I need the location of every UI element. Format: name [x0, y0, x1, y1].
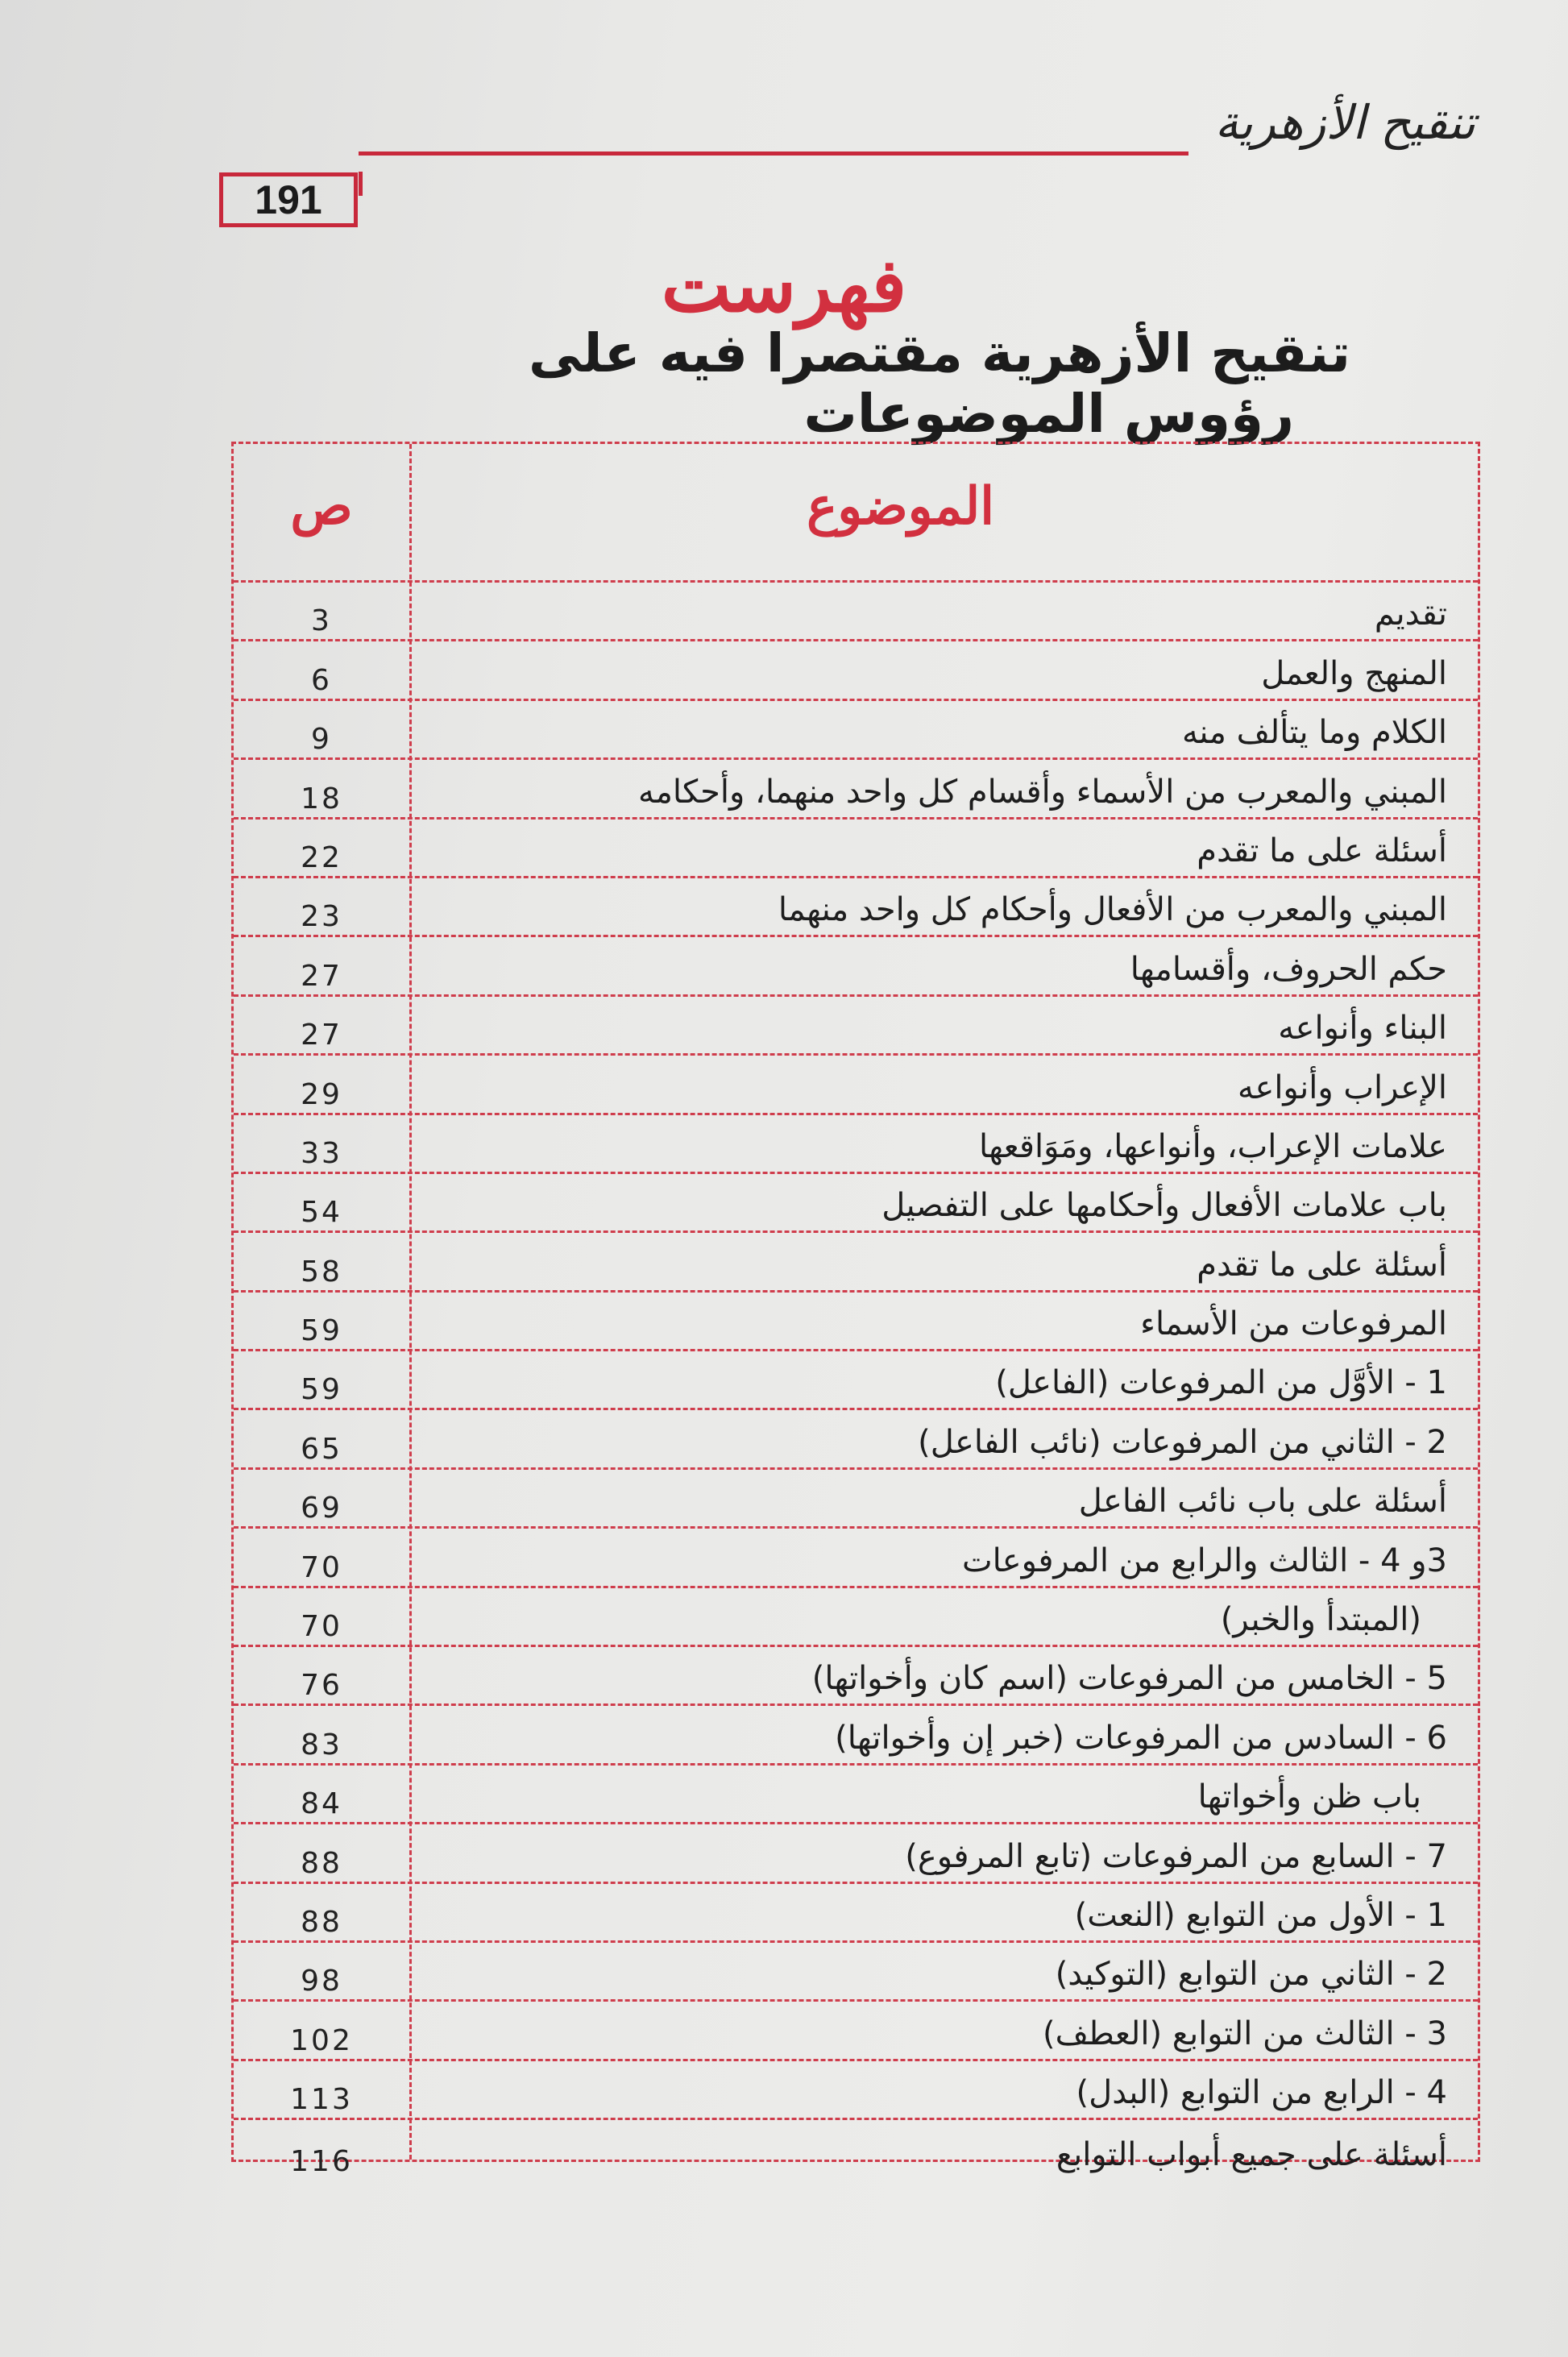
toc-row: [234, 1056, 1478, 1114]
topic-column-header: الموضوع: [807, 476, 994, 537]
toc-row-topic: البناء وأنواعه: [1278, 1010, 1447, 1048]
toc-row-topic: 4 - الرابع من التوابع (البدل): [1076, 2074, 1447, 2112]
toc-row: [234, 1884, 1478, 1943]
toc-row-page: 3: [311, 604, 332, 638]
toc-row-topic: باب علامات الأفعال وأحكامها على التفصيل: [881, 1187, 1447, 1225]
toc-row: [234, 1410, 1478, 1469]
toc-row-page: 102: [290, 2023, 353, 2057]
table-of-contents: [231, 442, 1480, 2178]
toc-row-topic: 1 - الأول من التوابع (النعت): [1074, 1896, 1447, 1934]
toc-row-topic: المنهج والعمل: [1261, 654, 1447, 692]
toc-row-page: 59: [301, 1373, 342, 1407]
toc-row-topic: الكلام وما يتألف منه: [1181, 714, 1447, 752]
toc-row-page: 29: [301, 1077, 342, 1111]
toc-row-page: 9: [311, 723, 332, 757]
toc-row-page: 113: [290, 2083, 353, 2117]
toc-row-page: 65: [301, 1432, 342, 1466]
toc-row: [234, 583, 1478, 641]
toc-row-topic: علامات الإعراب، وأنواعها، ومَوَاقعها: [979, 1127, 1447, 1165]
toc-row: [234, 1115, 1478, 1174]
toc-row: [234, 1529, 1478, 1587]
running-head: تنقيح الأزهرية: [1214, 95, 1475, 150]
toc-row-page: 70: [301, 1550, 342, 1584]
toc-row: [234, 701, 1478, 760]
toc-row: [234, 1943, 1478, 2002]
toc-row-topic: الإعراب وأنواعه: [1238, 1069, 1447, 1106]
toc-row-topic: حكم الحروف، وأقسامها: [1130, 950, 1447, 988]
toc-row: [234, 997, 1478, 1056]
toc-row-topic: 1 - الأوَّل من المرفوعات (الفاعل): [995, 1364, 1447, 1402]
toc-row-page: 116: [290, 2144, 353, 2178]
toc-row: [234, 1766, 1478, 1824]
toc-row-topic: أسئلة على ما تقدم: [1197, 832, 1447, 869]
toc-row: [234, 1588, 1478, 1647]
toc-row-topic: المبني والمعرب من الأسماء وأقسام كل واحد منهما، وأحكامه: [638, 773, 1447, 811]
toc-row-page: 22: [301, 840, 342, 874]
toc-row-page: 6: [311, 663, 332, 697]
toc-row-page: 88: [301, 1905, 342, 1939]
toc-row-topic: باب ظن وأخواتها: [1197, 1778, 1421, 1816]
toc-row: [234, 937, 1478, 996]
toc-row: [234, 1470, 1478, 1529]
page-column-header: ص: [290, 476, 353, 537]
toc-row-page: 69: [301, 1492, 342, 1525]
toc-row-page: 27: [301, 959, 342, 993]
toc-row-page: 83: [301, 1728, 342, 1762]
toc-row: [234, 2002, 1478, 2060]
toc-row-topic: المرفوعات من الأسماء: [1140, 1305, 1447, 1343]
toc-row: [234, 2120, 1478, 2179]
toc-row-page: 54: [301, 1196, 342, 1230]
toc-row: [234, 1647, 1478, 1706]
toc-row-page: 18: [301, 782, 342, 815]
toc-row: [234, 820, 1478, 878]
toc-row-topic: 6 - السادس من المرفوعات (خبر إن وأخواتها): [835, 1719, 1447, 1757]
toc-row: [234, 1233, 1478, 1292]
toc-row-topic: تقديم: [1374, 595, 1447, 633]
toc-row: [234, 641, 1478, 700]
toc-row-page: 33: [301, 1136, 342, 1170]
toc-row-topic: 3 - الثالث من التوابع (العطف): [1043, 2015, 1447, 2052]
toc-header-row: [234, 444, 1478, 583]
toc-row-page: 76: [301, 1669, 342, 1703]
toc-row-topic: أسئلة على ما تقدم: [1197, 1246, 1447, 1284]
toc-row-topic: المبني والمعرب من الأفعال وأحكام كل واحد منهما: [778, 891, 1447, 929]
toc-row-page: 23: [301, 900, 342, 934]
toc-row: [234, 878, 1478, 937]
toc-row-page: 70: [301, 1610, 342, 1644]
toc-row-topic: (المبتدأ والخبر): [1220, 1601, 1421, 1639]
toc-row-topic: 5 - الخامس من المرفوعات (اسم كان وأخواتها): [811, 1660, 1447, 1698]
toc-row-page: 84: [301, 1787, 342, 1821]
toc-row-topic: أسئلة على باب نائب الفاعل: [1078, 1483, 1447, 1521]
toc-row: [234, 1706, 1478, 1765]
header-rule-connector: [359, 172, 363, 196]
index-title: فهرست: [661, 242, 907, 329]
toc-row-topic: 2 - الثاني من المرفوعات (نائب الفاعل): [918, 1423, 1447, 1461]
toc-rows: [234, 583, 1478, 2178]
toc-row-page: 88: [301, 1846, 342, 1880]
toc-row: [234, 1824, 1478, 1883]
toc-row-page: 59: [301, 1314, 342, 1348]
toc-row: [234, 1293, 1478, 1351]
toc-row: [234, 760, 1478, 819]
toc-row: [234, 1351, 1478, 1410]
toc-row-topic: أسئلة على جميع أبواب التوابع: [1056, 2135, 1447, 2173]
toc-row-topic: 3و 4 - الثالث والرابع من المرفوعات: [961, 1542, 1447, 1579]
toc-row: [234, 2061, 1478, 2120]
header-rule: [359, 151, 1188, 156]
toc-row: [234, 1174, 1478, 1233]
toc-row-page: 98: [301, 1965, 342, 1998]
toc-row-topic: 2 - الثاني من التوابع (التوكيد): [1055, 1956, 1447, 1994]
toc-row-page: 27: [301, 1019, 342, 1052]
toc-row-topic: 7 - السابع من المرفوعات (تابع المرفوع): [905, 1837, 1447, 1875]
subtitle-line-2: رؤوس الموضوعات: [803, 383, 1294, 445]
toc-row-page: 58: [301, 1255, 342, 1288]
page-number-box: 191: [219, 172, 358, 227]
subtitle-line-1: تنقيح الأزهرية مقتصرا فيه على: [528, 322, 1350, 384]
